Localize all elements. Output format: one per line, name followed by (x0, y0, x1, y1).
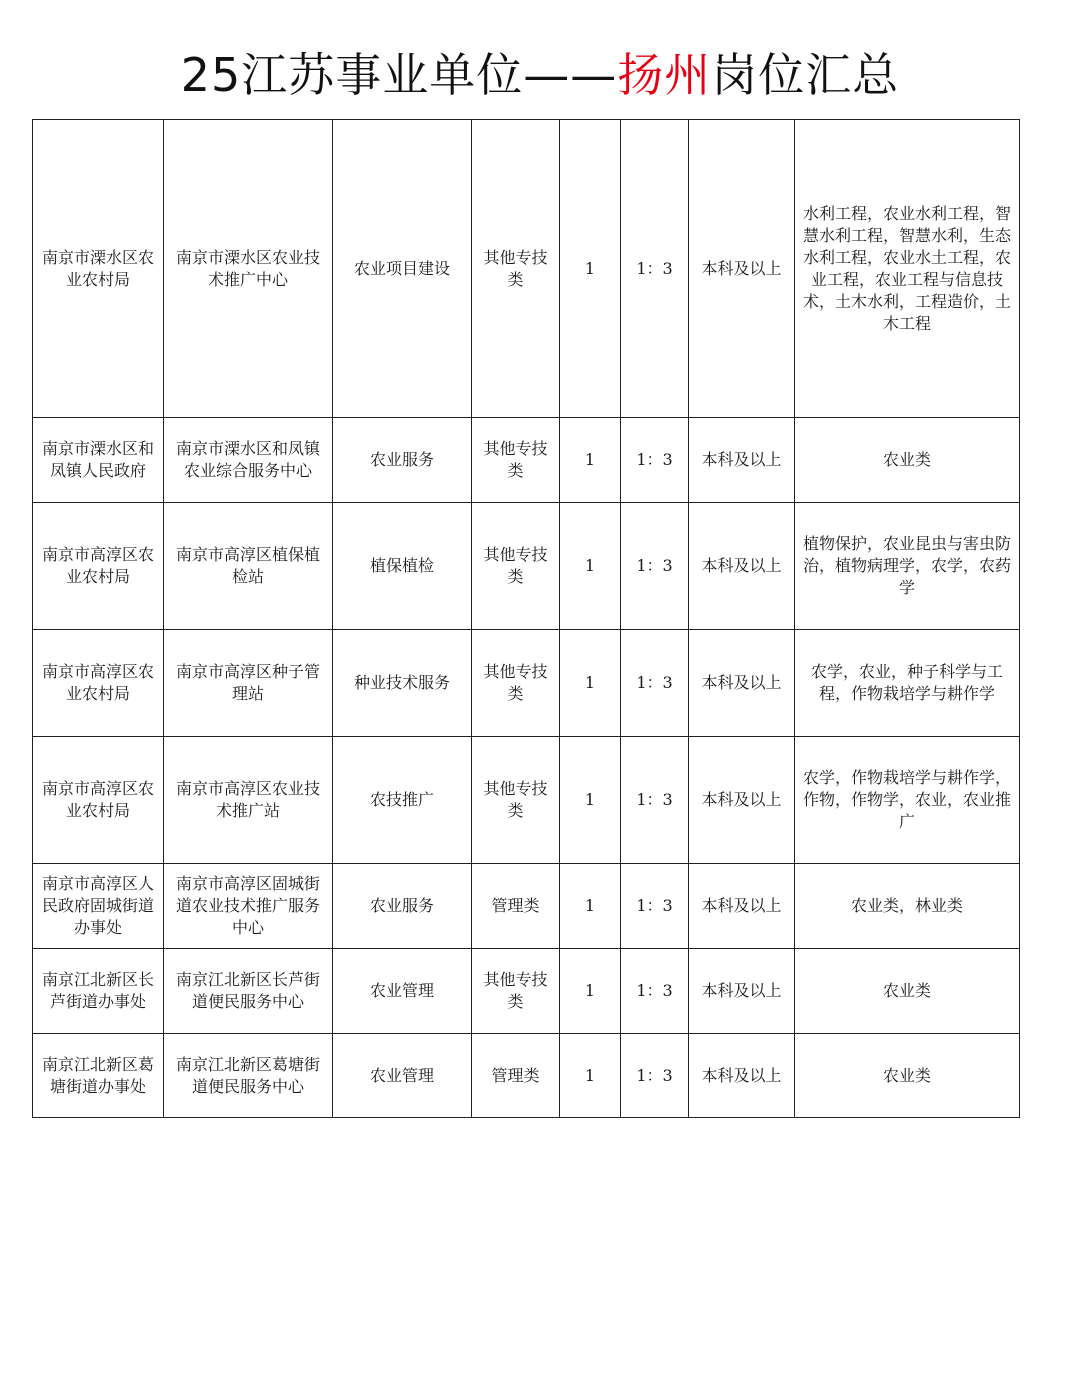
unit-cell: 南京市溧水区和凤镇农业综合服务中心 (164, 418, 333, 503)
position-cell: 农业服务 (333, 418, 472, 503)
position-cell: 农业项目建设 (333, 120, 472, 418)
ratio-cell: 1：3 (621, 737, 689, 864)
category-cell: 其他专技类 (472, 737, 560, 864)
dept-cell: 南京江北新区葛塘街道办事处 (33, 1034, 164, 1118)
ratio-cell: 1：3 (621, 630, 689, 737)
major-cell: 农业类 (795, 949, 1020, 1034)
position-cell: 种业技术服务 (333, 630, 472, 737)
major-cell: 植物保护，农业昆虫与害虫防治，植物病理学，农学，农药学 (795, 503, 1020, 630)
unit-cell: 南京江北新区葛塘街道便民服务中心 (164, 1034, 333, 1118)
major-cell: 农业类，林业类 (795, 864, 1020, 949)
table-row (33, 503, 1020, 630)
unit-cell: 南京市高淳区植保植检站 (164, 503, 333, 630)
education-cell: 本科及以上 (689, 418, 795, 503)
major-cell: 农学，农业，种子科学与工程，作物栽培学与耕作学 (795, 630, 1020, 737)
education-cell: 本科及以上 (689, 1034, 795, 1118)
position-cell: 农业服务 (333, 864, 472, 949)
education-cell: 本科及以上 (689, 503, 795, 630)
dept-cell: 南京市高淳区人民政府固城街道办事处 (33, 864, 164, 949)
count-cell: 1 (560, 1034, 621, 1118)
count-cell: 1 (560, 737, 621, 864)
unit-cell: 南京市高淳区固城街道农业技术推广服务中心 (164, 864, 333, 949)
unit-cell: 南京江北新区长芦街道便民服务中心 (164, 949, 333, 1034)
table-row (33, 949, 1020, 1034)
title-part2: 岗位汇总 (711, 48, 900, 102)
ratio-cell: 1：3 (621, 864, 689, 949)
table-row (33, 630, 1020, 737)
dept-cell: 南京市高淳区农业农村局 (33, 630, 164, 737)
category-cell: 管理类 (472, 1034, 560, 1118)
major-cell: 农学，作物栽培学与耕作学，作物，作物学，农业，农业推广 (795, 737, 1020, 864)
education-cell: 本科及以上 (689, 864, 795, 949)
ratio-cell: 1：3 (621, 418, 689, 503)
category-cell: 其他专技类 (472, 949, 560, 1034)
major-cell: 农业类 (795, 418, 1020, 503)
position-cell: 植保植检 (333, 503, 472, 630)
table-row (33, 737, 1020, 864)
position-cell: 农技推广 (333, 737, 472, 864)
ratio-cell: 1：3 (621, 949, 689, 1034)
count-cell: 1 (560, 503, 621, 630)
unit-cell: 南京市高淳区种子管理站 (164, 630, 333, 737)
unit-cell: 南京市高淳区农业技术推广站 (164, 737, 333, 864)
category-cell: 其他专技类 (472, 418, 560, 503)
count-cell: 1 (560, 418, 621, 503)
page-title (0, 40, 1080, 110)
category-cell: 其他专技类 (472, 120, 560, 418)
title-part1: 25江苏事业单位—— (180, 48, 618, 102)
table-row (33, 120, 1020, 418)
major-cell: 水利工程，农业水利工程，智慧水利工程，智慧水利，生态水利工程，农业水土工程，农业工程，农业工程与信息技术，土木水利，工程造价，土木工程 (795, 120, 1020, 418)
education-cell: 本科及以上 (689, 949, 795, 1034)
table-row (33, 418, 1020, 503)
dept-cell: 南京市溧水区和凤镇人民政府 (33, 418, 164, 503)
title-highlight: 扬州 (617, 48, 712, 102)
education-cell: 本科及以上 (689, 120, 795, 418)
ratio-cell: 1：3 (621, 1034, 689, 1118)
table-row (33, 1034, 1020, 1118)
count-cell: 1 (560, 949, 621, 1034)
count-cell: 1 (560, 120, 621, 418)
category-cell: 其他专技类 (472, 503, 560, 630)
position-cell: 农业管理 (333, 949, 472, 1034)
dept-cell: 南京江北新区长芦街道办事处 (33, 949, 164, 1034)
count-cell: 1 (560, 864, 621, 949)
ratio-cell: 1：3 (621, 503, 689, 630)
education-cell: 本科及以上 (689, 630, 795, 737)
category-cell: 管理类 (472, 864, 560, 949)
dept-cell: 南京市高淳区农业农村局 (33, 503, 164, 630)
count-cell: 1 (560, 630, 621, 737)
education-cell: 本科及以上 (689, 737, 795, 864)
category-cell: 其他专技类 (472, 630, 560, 737)
ratio-cell: 1：3 (621, 120, 689, 418)
position-cell: 农业管理 (333, 1034, 472, 1118)
dept-cell: 南京市溧水区农业农村局 (33, 120, 164, 418)
major-cell: 农业类 (795, 1034, 1020, 1118)
unit-cell: 南京市溧水区农业技术推广中心 (164, 120, 333, 418)
dept-cell: 南京市高淳区农业农村局 (33, 737, 164, 864)
table-row (33, 864, 1020, 949)
positions-table (32, 119, 1020, 1118)
